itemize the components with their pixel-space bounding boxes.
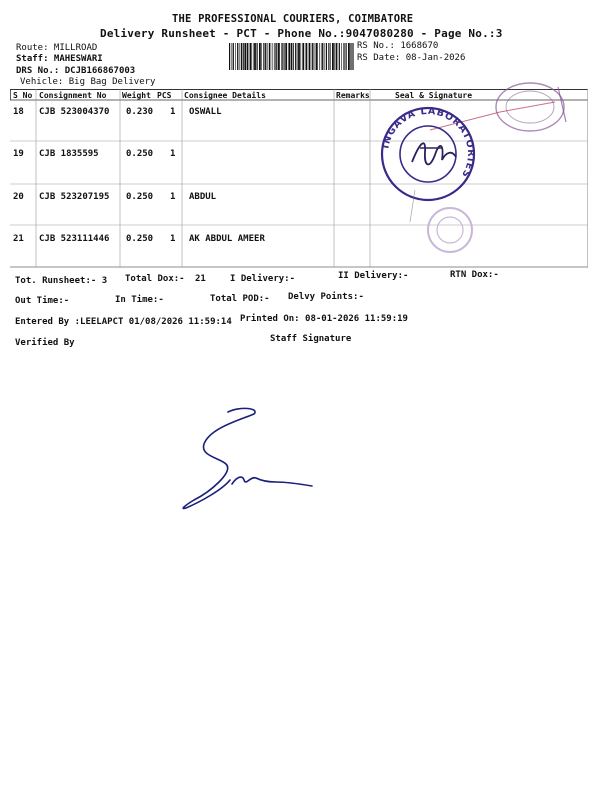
runsheet-title: Delivery Runsheet - PCT - Phone No.:9047080280 - Page No.:3 <box>100 27 503 40</box>
table-row-consignee: OSWALL <box>189 107 222 117</box>
col-header-consignee: Consignee Details <box>184 91 266 100</box>
col-header-consignment: Consignment No <box>39 91 107 100</box>
table-row-consignment: CJB 523207195 <box>39 192 110 202</box>
company-title: THE PROFESSIONAL COURIERS, COIMBATORE <box>172 13 414 25</box>
table-row-consignment: CJB 1835595 <box>39 149 99 159</box>
table-row-consignment: CJB 523004370 <box>39 107 110 117</box>
table-row-pcs: 1 <box>170 107 176 117</box>
rs-number: RS No.: 1668670 <box>357 41 439 51</box>
table-row-sno: 21 <box>13 234 24 244</box>
total-dox-label: Total Dox:- <box>125 274 185 284</box>
ii-delivery-label: II Delivery:- <box>338 271 409 281</box>
rtn-dox-label: RTN Dox:- <box>450 270 499 280</box>
total-pod-label: Total POD:- <box>210 294 270 304</box>
i-delivery-label: I Delivery:- <box>230 274 296 284</box>
table-row-sno: 18 <box>13 107 24 117</box>
out-time-label: Out Time:- <box>15 296 70 306</box>
table-row-sno: 19 <box>13 149 24 159</box>
table-row-consignment: CJB 523111446 <box>39 234 110 244</box>
entered-by: Entered By :LEELAPCT 01/08/2026 11:59:14 <box>15 317 232 327</box>
staff-signature-label: Staff Signature <box>270 334 352 344</box>
route-label: Route: MILLROAD <box>16 43 98 53</box>
verified-by-label: Verified By <box>15 338 75 348</box>
col-header-remarks: Remarks <box>336 91 370 100</box>
table-row-consignee: ABDUL <box>189 192 217 202</box>
rs-date: RS Date: 08-Jan-2026 <box>357 53 466 63</box>
in-time-label: In Time:- <box>115 295 164 305</box>
total-dox-value: 21 <box>195 274 206 284</box>
table-row-weight: 0.250 <box>126 234 154 244</box>
table-row-consignee: AK ABDUL AMEER <box>189 234 265 244</box>
vehicle-label: Vehicle: Big Bag Delivery <box>20 77 156 87</box>
col-header-sno: S No <box>13 91 33 100</box>
drs-number: DRS No.: DCJB166867003 <box>16 66 136 76</box>
table-row-sno: 20 <box>13 192 24 202</box>
company-seal-stamp <box>370 82 600 272</box>
staff-label: Staff: MAHESWARI <box>16 54 103 64</box>
table-row-weight: 0.230 <box>126 107 154 117</box>
col-header-seal: Seal & Signature <box>395 91 473 100</box>
seal-text: INGAVA LABORATORIES <box>380 105 477 180</box>
col-header-pcs: PCS <box>157 91 172 100</box>
table-row-weight: 0.250 <box>126 192 154 202</box>
handwritten-signature <box>170 400 330 520</box>
table-row-pcs: 1 <box>170 192 176 202</box>
table-row-pcs: 1 <box>170 149 176 159</box>
table-row-pcs: 1 <box>170 234 176 244</box>
total-runsheet: Tot. Runsheet:- 3 <box>15 276 108 286</box>
col-header-weight: Weight <box>122 91 151 100</box>
svg-text:INGAVA LABORATORIES <box>380 106 476 180</box>
printed-on: Printed On: 08-01-2026 11:59:19 <box>240 314 408 324</box>
barcode <box>229 43 354 70</box>
table-row-weight: 0.250 <box>126 149 154 159</box>
delvy-points-label: Delvy Points:- <box>288 292 364 302</box>
